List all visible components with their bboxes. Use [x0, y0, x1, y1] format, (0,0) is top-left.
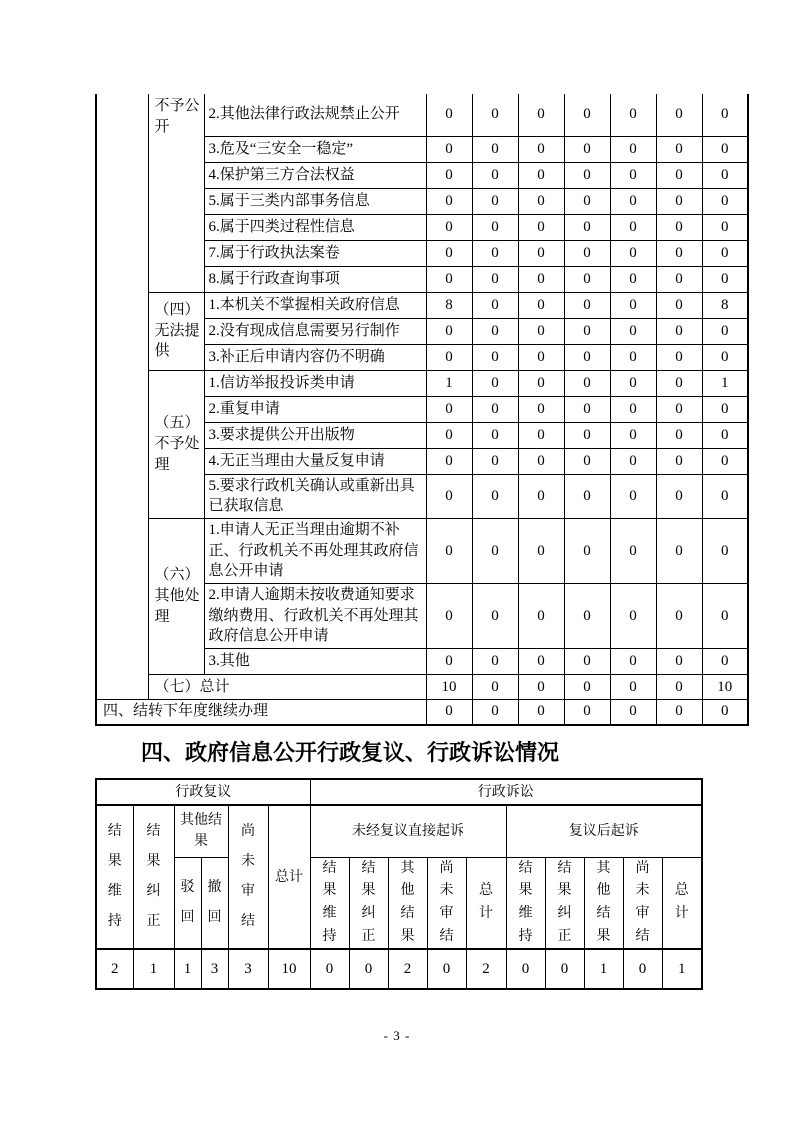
value-cell: 10: [268, 949, 310, 989]
value-cell: 0: [506, 949, 545, 989]
item-label: 1.申请人无正当理由逾期不补正、行政机关不再处理其政府信息公开申请: [204, 518, 426, 583]
value-cell: 0: [564, 318, 610, 344]
table-row: [96, 779, 702, 805]
item-label: 5.要求行政机关确认或重新出具已获取信息: [204, 474, 426, 518]
category-cell: 不予公开: [148, 94, 204, 292]
value-cell: 0: [426, 649, 472, 675]
item-label: 3.补正后申请内容仍不明确: [204, 344, 426, 370]
value-cell: 0: [426, 583, 472, 648]
category-cell: （六）其他处理: [148, 518, 204, 674]
value-cell: 0: [610, 136, 656, 162]
page-number: - 3 -: [383, 1028, 411, 1043]
value-cell: 1: [133, 949, 174, 989]
item-label: 3.要求提供公开出版物: [204, 422, 426, 448]
spanner-cell: [96, 94, 148, 700]
column-header: 总计: [662, 857, 702, 949]
item-label: 2.申请人逾期未按收费通知要求缴纳费用、行政机关不再处理其政府信息公开申请: [204, 583, 426, 648]
value-cell: 0: [656, 344, 702, 370]
value-cell: 0: [656, 292, 702, 318]
value-cell: 0: [564, 396, 610, 422]
value-cell: 0: [656, 396, 702, 422]
value-cell: 0: [656, 583, 702, 648]
value-cell: 1: [174, 949, 201, 989]
value-cell: 0: [610, 396, 656, 422]
value-cell: 0: [564, 344, 610, 370]
value-cell: 2: [96, 949, 133, 989]
value-cell: 0: [702, 583, 748, 648]
column-header: 结果维持: [96, 805, 133, 949]
carryover-label: 四、结转下年度继续办理: [96, 700, 426, 725]
value-cell: 0: [427, 949, 466, 989]
value-cell: 0: [656, 649, 702, 675]
value-cell: 0: [518, 318, 564, 344]
value-cell: 0: [656, 94, 702, 136]
section-heading: 四、政府信息公开行政复议、行政诉讼情况: [141, 739, 560, 765]
value-cell: 0: [610, 188, 656, 214]
value-cell: 0: [426, 240, 472, 266]
value-cell: 0: [472, 214, 518, 240]
value-cell: 0: [656, 214, 702, 240]
value-cell: 0: [545, 949, 584, 989]
value-cell: 0: [349, 949, 388, 989]
value-cell: 0: [610, 162, 656, 188]
value-cell: 0: [518, 649, 564, 675]
value-cell: 0: [518, 94, 564, 136]
total-label: （七）总计: [148, 675, 426, 700]
group-header: 复议后起诉: [506, 805, 702, 857]
value-cell: 0: [610, 518, 656, 583]
value-cell: 0: [518, 214, 564, 240]
value-cell: 0: [702, 422, 748, 448]
value-cell: 0: [472, 344, 518, 370]
carryover-row: [96, 700, 748, 725]
value-cell: 0: [702, 396, 748, 422]
value-cell: 0: [610, 344, 656, 370]
value-cell: 0: [472, 422, 518, 448]
value-cell: 0: [472, 94, 518, 136]
value-cell: 0: [426, 94, 472, 136]
column-header: 撤回: [201, 857, 228, 949]
column-header: 其他结果: [584, 857, 623, 949]
item-label: 6.属于四类过程性信息: [204, 214, 426, 240]
value-cell: 0: [518, 188, 564, 214]
value-cell: 0: [564, 649, 610, 675]
value-cell: 0: [518, 474, 564, 518]
item-label: 4.无正当理由大量反复申请: [204, 448, 426, 474]
column-header: 驳回: [174, 857, 201, 949]
value-cell: 2: [388, 949, 427, 989]
value-cell: 0: [656, 448, 702, 474]
value-cell: 0: [564, 518, 610, 583]
column-header: 结果纠正: [545, 857, 584, 949]
value-cell: 0: [426, 188, 472, 214]
value-cell: 0: [426, 162, 472, 188]
value-cell: 0: [518, 292, 564, 318]
value-cell: 0: [610, 649, 656, 675]
value-cell: 0: [623, 949, 662, 989]
value-cell: 1: [702, 370, 748, 396]
table-row: [96, 857, 702, 949]
value-cell: 1: [662, 949, 702, 989]
value-cell: 0: [564, 700, 610, 725]
table-row: [96, 370, 748, 396]
column-header: 结果纠正: [133, 805, 174, 949]
value-cell: 0: [472, 188, 518, 214]
value-cell: 0: [472, 675, 518, 700]
value-cell: 0: [564, 292, 610, 318]
group-header: 未经复议直接起诉: [310, 805, 506, 857]
value-cell: 0: [518, 266, 564, 292]
table-row: [96, 94, 748, 136]
value-cell: 0: [656, 318, 702, 344]
value-cell: 0: [610, 266, 656, 292]
value-cell: 0: [472, 448, 518, 474]
value-cell: 0: [610, 474, 656, 518]
item-label: 2.没有现成信息需要另行制作: [204, 318, 426, 344]
value-cell: 0: [702, 700, 748, 725]
value-cell: 0: [702, 94, 748, 136]
value-cell: 0: [564, 448, 610, 474]
value-cell: 0: [472, 318, 518, 344]
value-cell: 0: [656, 422, 702, 448]
litigation-header: 行政诉讼: [310, 779, 702, 805]
value-cell: 0: [518, 518, 564, 583]
column-header: 总计: [268, 805, 310, 949]
item-label: 1.本机关不掌握相关政府信息: [204, 292, 426, 318]
value-cell: 0: [702, 318, 748, 344]
value-cell: 0: [656, 240, 702, 266]
value-cell: 0: [610, 583, 656, 648]
value-cell: 0: [610, 422, 656, 448]
value-cell: 0: [518, 396, 564, 422]
value-cell: 0: [702, 136, 748, 162]
value-cell: 0: [656, 518, 702, 583]
item-label: 2.其他法律行政法规禁止公开: [204, 94, 426, 136]
value-cell: 0: [518, 344, 564, 370]
value-cell: 0: [472, 136, 518, 162]
value-cell: 0: [426, 518, 472, 583]
total-row: [96, 675, 748, 700]
item-label: 4.保护第三方合法权益: [204, 162, 426, 188]
value-cell: 0: [610, 94, 656, 136]
value-cell: 0: [564, 188, 610, 214]
table-row: [96, 292, 748, 318]
value-cell: 0: [564, 422, 610, 448]
value-cell: 0: [426, 474, 472, 518]
column-header: 其他结果: [174, 805, 228, 857]
value-cell: 0: [656, 370, 702, 396]
value-cell: 0: [426, 448, 472, 474]
value-cell: 0: [656, 136, 702, 162]
value-cell: 0: [702, 214, 748, 240]
value-cell: 0: [702, 344, 748, 370]
value-cell: 0: [518, 448, 564, 474]
value-cell: 0: [610, 292, 656, 318]
column-header: 其他结果: [388, 857, 427, 949]
value-cell: 0: [472, 266, 518, 292]
value-cell: 0: [564, 214, 610, 240]
value-cell: 0: [610, 318, 656, 344]
value-cell: 0: [472, 518, 518, 583]
value-cell: 0: [610, 240, 656, 266]
value-cell: 0: [610, 370, 656, 396]
value-cell: 0: [702, 649, 748, 675]
value-cell: 0: [564, 583, 610, 648]
application-results-table: [95, 94, 749, 726]
value-cell: 0: [564, 675, 610, 700]
item-label: 3.危及“三安全一稳定”: [204, 136, 426, 162]
value-cell: 10: [426, 675, 472, 700]
value-cell: 0: [610, 700, 656, 725]
value-cell: 0: [472, 370, 518, 396]
item-label: 5.属于三类内部事务信息: [204, 188, 426, 214]
value-cell: 0: [426, 136, 472, 162]
value-cell: 0: [472, 162, 518, 188]
table-row: [96, 518, 748, 583]
value-cell: 0: [564, 94, 610, 136]
value-cell: 0: [656, 162, 702, 188]
value-cell: 0: [564, 474, 610, 518]
value-cell: 0: [518, 422, 564, 448]
value-cell: 0: [472, 240, 518, 266]
item-label: 7.属于行政执法案卷: [204, 240, 426, 266]
item-label: 1.信访举报投诉类申请: [204, 370, 426, 396]
value-cell: 0: [564, 136, 610, 162]
value-cell: 0: [426, 422, 472, 448]
value-cell: 0: [656, 188, 702, 214]
value-cell: 0: [564, 370, 610, 396]
value-cell: 0: [702, 188, 748, 214]
value-cell: 0: [472, 583, 518, 648]
category-cell: （四）无法提供: [148, 292, 204, 370]
value-cell: 0: [702, 240, 748, 266]
table-row: [96, 805, 702, 857]
value-cell: 0: [702, 448, 748, 474]
value-cell: 0: [610, 448, 656, 474]
value-cell: 0: [656, 266, 702, 292]
value-cell: 0: [310, 949, 349, 989]
value-cell: 0: [564, 266, 610, 292]
value-cell: 0: [656, 675, 702, 700]
value-cell: 0: [518, 675, 564, 700]
value-cell: 2: [466, 949, 506, 989]
value-cell: 0: [702, 474, 748, 518]
value-cell: 3: [228, 949, 268, 989]
value-cell: 0: [472, 292, 518, 318]
column-header: 尚未审结: [623, 857, 662, 949]
value-cell: 0: [472, 396, 518, 422]
value-cell: 0: [564, 162, 610, 188]
value-cell: 0: [564, 240, 610, 266]
page-content: [95, 94, 749, 990]
value-cell: 0: [656, 474, 702, 518]
value-cell: 0: [702, 266, 748, 292]
value-cell: 0: [472, 649, 518, 675]
value-cell: 0: [426, 344, 472, 370]
value-cell: 0: [702, 518, 748, 583]
item-label: 8.属于行政查询事项: [204, 266, 426, 292]
value-cell: 0: [610, 214, 656, 240]
value-cell: 8: [702, 292, 748, 318]
value-cell: 0: [656, 700, 702, 725]
value-cell: 0: [426, 700, 472, 725]
item-label: 3.其他: [204, 649, 426, 675]
column-header: 结果纠正: [349, 857, 388, 949]
column-header: 总计: [466, 857, 506, 949]
review-litigation-table: [95, 778, 703, 990]
value-cell: 0: [702, 162, 748, 188]
value-cell: 0: [426, 266, 472, 292]
value-cell: 0: [518, 162, 564, 188]
value-cell: 3: [201, 949, 228, 989]
review-header: 行政复议: [96, 779, 310, 805]
value-cell: 0: [518, 240, 564, 266]
value-cell: 0: [518, 370, 564, 396]
item-label: 2.重复申请: [204, 396, 426, 422]
value-cell: 1: [426, 370, 472, 396]
value-cell: 0: [518, 136, 564, 162]
value-cell: 0: [472, 700, 518, 725]
column-header: 结果维持: [506, 857, 545, 949]
value-cell: 0: [610, 675, 656, 700]
value-cell: 0: [472, 474, 518, 518]
value-cell: 8: [426, 292, 472, 318]
value-cell: 0: [518, 700, 564, 725]
value-cell: 0: [426, 318, 472, 344]
value-cell: 0: [518, 583, 564, 648]
value-cell: 0: [426, 214, 472, 240]
column-header: 尚未审结: [427, 857, 466, 949]
category-cell: （五）不予处理: [148, 370, 204, 518]
column-header: 结果维持: [310, 857, 349, 949]
data-row: [96, 949, 702, 989]
value-cell: 1: [584, 949, 623, 989]
value-cell: 10: [702, 675, 748, 700]
column-header: 尚未审结: [228, 805, 268, 949]
value-cell: 0: [426, 396, 472, 422]
